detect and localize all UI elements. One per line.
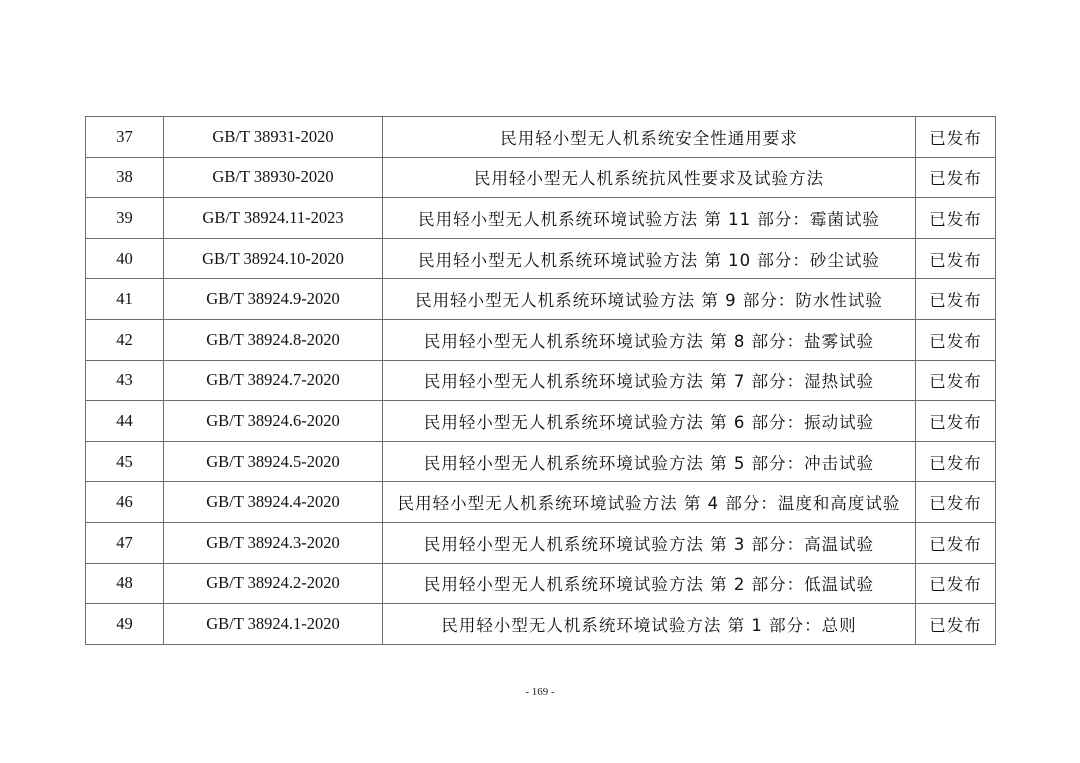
standard-name: 民用轻小型无人机系统环境试验方法 第 10 部分：砂尘试验 [383,238,916,279]
standard-code: GB/T 38924.9-2020 [164,279,383,320]
standard-name: 民用轻小型无人机系统环境试验方法 第 5 部分：冲击试验 [383,441,916,482]
row-number: 37 [86,117,164,158]
standard-code: GB/T 38924.1-2020 [164,604,383,645]
row-number: 39 [86,198,164,239]
status-cell: 已发布 [916,604,996,645]
row-number: 43 [86,360,164,401]
row-number: 45 [86,441,164,482]
standard-name: 民用轻小型无人机系统环境试验方法 第 4 部分：温度和高度试验 [383,482,916,523]
standard-code: GB/T 38924.11-2023 [164,198,383,239]
status-cell: 已发布 [916,522,996,563]
row-number: 38 [86,157,164,198]
row-number: 44 [86,401,164,442]
status-cell: 已发布 [916,238,996,279]
page-number: - 169 - [525,686,555,698]
status-cell: 已发布 [916,319,996,360]
row-number: 48 [86,563,164,604]
standard-code: GB/T 38924.4-2020 [164,482,383,523]
row-number: 47 [86,522,164,563]
standard-code: GB/T 38930-2020 [164,157,383,198]
row-number: 40 [86,238,164,279]
table-row [86,401,996,442]
status-cell: 已发布 [916,157,996,198]
standard-code: GB/T 38931-2020 [164,117,383,158]
standard-name: 民用轻小型无人机系统安全性通用要求 [383,117,916,158]
standard-code: GB/T 38924.10-2020 [164,238,383,279]
standard-name: 民用轻小型无人机系统环境试验方法 第 8 部分：盐雾试验 [383,319,916,360]
standard-name: 民用轻小型无人机系统环境试验方法 第 11 部分：霉菌试验 [383,198,916,239]
status-cell: 已发布 [916,279,996,320]
status-cell: 已发布 [916,401,996,442]
standard-code: GB/T 38924.3-2020 [164,522,383,563]
table-row [86,117,996,158]
table-row [86,198,996,239]
standard-code: GB/T 38924.5-2020 [164,441,383,482]
standard-code: GB/T 38924.8-2020 [164,319,383,360]
standard-name: 民用轻小型无人机系统抗风性要求及试验方法 [383,157,916,198]
standard-code: GB/T 38924.6-2020 [164,401,383,442]
table-row [86,441,996,482]
standard-name: 民用轻小型无人机系统环境试验方法 第 3 部分：高温试验 [383,522,916,563]
standards-table [85,116,996,645]
standards-table-body [86,117,996,645]
row-number: 41 [86,279,164,320]
standard-name: 民用轻小型无人机系统环境试验方法 第 6 部分：振动试验 [383,401,916,442]
table-row [86,238,996,279]
table-row [86,157,996,198]
table-row [86,482,996,523]
row-number: 42 [86,319,164,360]
standard-name: 民用轻小型无人机系统环境试验方法 第 9 部分：防水性试验 [383,279,916,320]
status-cell: 已发布 [916,198,996,239]
row-number: 46 [86,482,164,523]
table-row [86,563,996,604]
status-cell: 已发布 [916,563,996,604]
standard-name: 民用轻小型无人机系统环境试验方法 第 2 部分：低温试验 [383,563,916,604]
standard-name: 民用轻小型无人机系统环境试验方法 第 1 部分：总则 [383,604,916,645]
standard-code: GB/T 38924.7-2020 [164,360,383,401]
table-row [86,279,996,320]
status-cell: 已发布 [916,482,996,523]
table-row [86,604,996,645]
row-number: 49 [86,604,164,645]
table-row [86,522,996,563]
status-cell: 已发布 [916,441,996,482]
table-row [86,319,996,360]
standard-name: 民用轻小型无人机系统环境试验方法 第 7 部分：湿热试验 [383,360,916,401]
status-cell: 已发布 [916,117,996,158]
standard-code: GB/T 38924.2-2020 [164,563,383,604]
table-row [86,360,996,401]
status-cell: 已发布 [916,360,996,401]
